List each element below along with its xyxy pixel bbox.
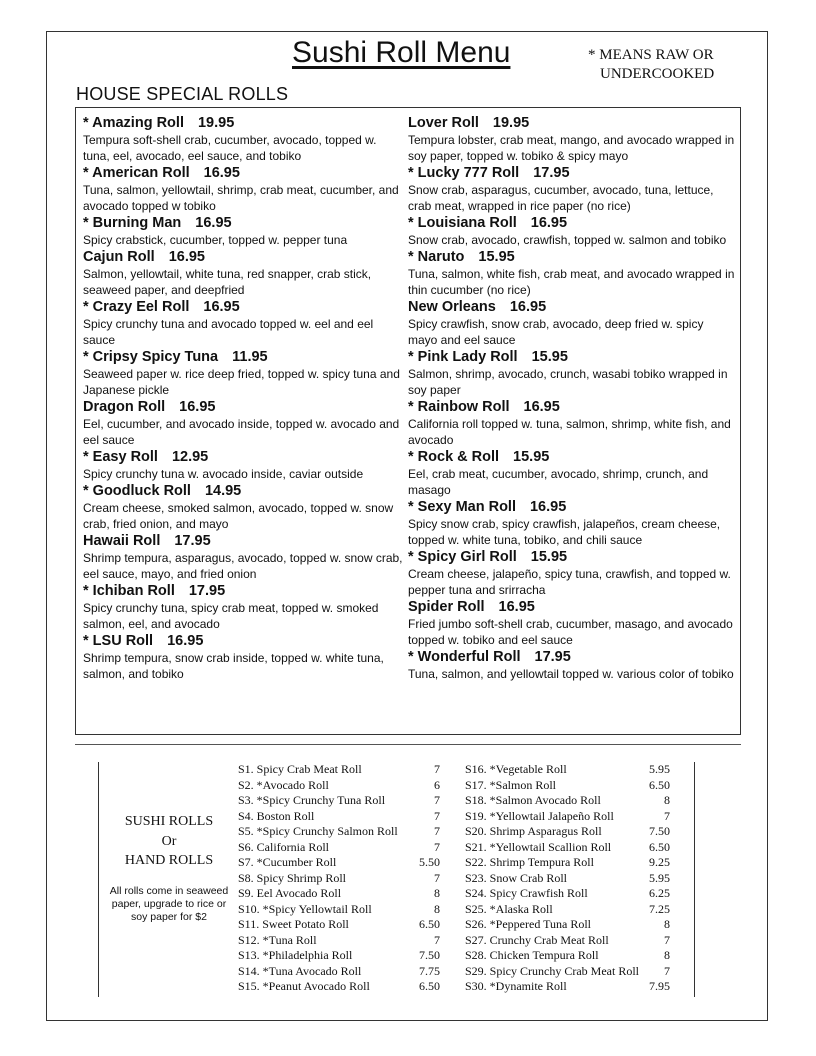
sushi-roll-row — [465, 824, 670, 840]
sushi-roll-list-b — [465, 762, 670, 995]
sushi-roll-price: 8 — [664, 917, 670, 931]
roll-price: 16.95 — [509, 299, 547, 315]
roll-description: Salmon, yellowtail, white tuna, red snapper, crab stick, seaweed paper, and deepfried — [83, 267, 372, 297]
roll-description: Tempura lobster, crab meat, mango, and avocado wrapped in soy paper, topped w. tobiko & spicy mayo — [408, 133, 735, 163]
sushi-roll-row — [238, 809, 440, 825]
sushi-roll-name: S27. Crunchy Crab Meat Roll — [465, 932, 609, 947]
sushi-roll-price: 7.95 — [649, 979, 670, 993]
roll-description: Spicy crunchy tuna w. avocado inside, caviar outside — [83, 467, 364, 481]
roll-price: 17.95 — [174, 533, 211, 549]
roll-price: 16.95 — [203, 299, 240, 315]
roll-description: Spicy crawfish, snow crab, avocado, deep fried w. spicy mayo and eel sauce — [408, 317, 704, 347]
roll-price: 16.95 — [529, 499, 567, 515]
roll-name: New Orleans — [408, 299, 496, 315]
roll-description: Eel, cucumber, and avocado inside, topped w. avocado and eel sauce — [83, 417, 400, 447]
roll-description: Seaweed paper w. rice deep fried, topped w. spicy tuna and Japanese pickle — [83, 367, 400, 397]
roll-price: 17.95 — [534, 649, 571, 665]
roll-heading — [83, 214, 403, 232]
sushi-roll-row — [465, 778, 670, 794]
roll-price: 15.95 — [531, 349, 568, 365]
sushi-roll-row — [465, 809, 670, 825]
sushi-label-line3: HAND ROLLS — [124, 853, 214, 868]
sushi-roll-name: S1. Spicy Crab Meat Roll — [238, 762, 362, 776]
roll-heading — [83, 248, 403, 266]
roll-price: 16.95 — [179, 399, 216, 415]
special-roll-item — [408, 498, 736, 548]
special-roll-item — [408, 248, 736, 298]
roll-price: 19.95 — [492, 115, 530, 131]
roll-description: Spicy snow crab, spicy crawfish, jalapeños, cream cheese, topped w. white tuna, tobiko, and chili sauce — [408, 517, 721, 547]
special-roll-item — [83, 298, 403, 348]
roll-description: Spicy crunchy tuna and avocado topped w. eel and eel sauce — [83, 317, 374, 347]
sushi-roll-row — [238, 871, 440, 887]
sushi-roll-name: S16. *Vegetable Roll — [465, 762, 567, 776]
roll-heading — [83, 298, 403, 316]
sushi-roll-row — [465, 855, 670, 871]
roll-heading — [83, 448, 403, 466]
roll-price: 12.95 — [171, 449, 209, 465]
page-title: Sushi Roll Menu — [292, 36, 511, 69]
special-roll-item — [83, 348, 403, 398]
section-divider — [75, 744, 741, 745]
roll-name: * LSU Roll — [83, 633, 154, 649]
roll-name: * Amazing Roll — [83, 115, 184, 131]
sushi-roll-price: 8 — [434, 886, 440, 900]
roll-description: Spicy crunchy tuna, spicy crab meat, topped w. smoked salmon, eel, and avocado — [83, 601, 379, 631]
roll-price: 16.95 — [530, 215, 568, 231]
roll-name: * American Roll — [83, 165, 190, 181]
sushi-roll-price: 6.50 — [419, 917, 440, 931]
sushi-roll-row — [465, 793, 670, 809]
roll-description: Fried jumbo soft-shell crab, cucumber, masago, and avocado topped w. tobiko and eel sauce — [408, 617, 733, 647]
sushi-roll-price: 8 — [434, 901, 440, 916]
roll-name: * Naruto — [408, 249, 465, 265]
sushi-roll-row — [465, 964, 670, 980]
roll-description: Salmon, shrimp, avocado, crunch, wasabi tobiko wrapped in soy paper — [408, 367, 728, 397]
specials-left-column — [83, 114, 403, 682]
sushi-roll-name: S7. *Cucumber Roll — [238, 855, 337, 869]
sushi-roll-row — [465, 902, 670, 918]
sushi-rolls-label — [104, 812, 234, 871]
sushi-roll-price: 7 — [664, 963, 670, 978]
roll-heading — [408, 448, 736, 466]
special-roll-item — [408, 398, 736, 448]
roll-heading — [408, 548, 736, 566]
sushi-roll-name: S25. *Alaska Roll — [465, 901, 553, 916]
sushi-roll-row — [465, 886, 670, 902]
roll-heading — [408, 114, 736, 132]
roll-name: * Cripsy Spicy Tuna — [83, 349, 219, 365]
sushi-roll-price: 8 — [664, 948, 670, 962]
sushi-roll-price: 7 — [434, 932, 440, 947]
roll-price: 16.95 — [167, 633, 204, 649]
sushi-roll-price: 7.50 — [649, 824, 670, 838]
roll-price: 15.95 — [530, 549, 568, 565]
sushi-roll-row — [465, 917, 670, 933]
roll-price: 16.95 — [203, 165, 240, 181]
sushi-label-line2: Or — [161, 833, 177, 849]
roll-heading — [408, 598, 736, 616]
roll-price: 16.95 — [523, 399, 560, 415]
roll-description: Cream cheese, jalapeño, spicy tuna, crawfish, and topped w. pepper tuna and srirracha — [408, 567, 731, 597]
sushi-roll-name: S20. Shrimp Asparagus Roll — [465, 824, 602, 838]
left-vertical-rule — [98, 762, 99, 997]
special-roll-item — [83, 114, 403, 164]
roll-heading — [83, 114, 403, 132]
sushi-roll-name: S2. *Avocado Roll — [238, 777, 329, 792]
roll-price: 16.95 — [168, 249, 205, 265]
roll-name: Lover Roll — [408, 115, 479, 131]
sushi-roll-row — [238, 979, 440, 995]
sushi-roll-price: 6.50 — [649, 839, 670, 854]
roll-description: Spicy crabstick, cucumber, topped w. pepper tuna — [83, 233, 348, 247]
sushi-roll-name: S13. *Philadelphia Roll — [238, 948, 353, 962]
sushi-roll-row — [465, 948, 670, 964]
roll-name: * Wonderful Roll — [408, 649, 521, 665]
roll-heading — [408, 648, 736, 666]
roll-description: Snow crab, avocado, crawfish, topped w. salmon and tobiko — [408, 233, 727, 247]
sushi-roll-price: 7 — [434, 870, 440, 885]
roll-price: 11.95 — [232, 349, 268, 365]
special-roll-item — [83, 214, 403, 248]
sushi-roll-row — [238, 778, 440, 794]
sushi-roll-row — [238, 855, 440, 871]
sushi-roll-name: S6. California Roll — [238, 839, 329, 854]
sushi-roll-price: 7.25 — [649, 901, 670, 916]
roll-name: Hawaii Roll — [83, 533, 161, 549]
sushi-roll-price: 7.75 — [419, 963, 440, 978]
special-roll-item — [408, 164, 736, 214]
roll-description: Cream cheese, smoked salmon, avocado, topped w. snow crab, fried onion, and mayo — [83, 501, 394, 531]
roll-heading — [408, 348, 736, 366]
roll-description: Snow crab, asparagus, cucumber, avocado, tuna, lettuce, crab meat, wrapped in rice paper (no rice) — [408, 183, 714, 213]
sushi-roll-price: 7 — [434, 824, 440, 838]
roll-name: * Rock & Roll — [408, 449, 500, 465]
house-specials-box — [75, 107, 741, 735]
sushi-roll-name: S17. *Salmon Roll — [465, 777, 557, 792]
sushi-roll-price: 7 — [434, 793, 440, 807]
sushi-roll-name: S10. *Spicy Yellowtail Roll — [238, 901, 372, 916]
roll-heading — [83, 582, 403, 600]
sushi-roll-name: S23. Snow Crab Roll — [465, 870, 568, 885]
sushi-roll-price: 6 — [434, 777, 440, 792]
sushi-roll-name: S26. *Peppered Tuna Roll — [465, 917, 592, 931]
sushi-roll-row — [238, 917, 440, 933]
right-vertical-rule — [694, 762, 695, 997]
special-roll-item — [408, 548, 736, 598]
roll-price: 15.95 — [513, 449, 550, 465]
roll-name: * Goodluck Roll — [83, 483, 191, 499]
roll-name: Spider Roll — [408, 599, 485, 615]
roll-description: California roll topped w. tuna, salmon, shrimp, white fish, and avocado — [408, 417, 731, 447]
roll-heading — [408, 248, 736, 266]
roll-price: 19.95 — [197, 115, 235, 131]
sushi-roll-name: S24. Spicy Crawfish Roll — [465, 886, 588, 900]
roll-description: Tuna, salmon, yellowtail, shrimp, crab meat, cucumber, and avocado topped w tobiko — [83, 183, 399, 213]
roll-price: 17.95 — [533, 165, 570, 181]
sushi-roll-row — [238, 948, 440, 964]
roll-price: 14.95 — [204, 483, 242, 499]
specials-right-column — [408, 114, 736, 682]
sushi-roll-price: 6.50 — [649, 777, 670, 792]
special-roll-item — [408, 448, 736, 498]
sushi-roll-row — [465, 933, 670, 949]
roll-name: Cajun Roll — [83, 249, 155, 265]
special-roll-item — [408, 114, 736, 164]
roll-name: * Ichiban Roll — [83, 583, 175, 599]
roll-name: * Easy Roll — [83, 449, 158, 465]
roll-heading — [408, 498, 736, 516]
sushi-roll-name: S28. Chicken Tempura Roll — [465, 948, 599, 962]
sushi-roll-name: S15. *Peanut Avocado Roll — [238, 979, 370, 993]
sushi-roll-price: 5.50 — [419, 855, 440, 869]
sushi-roll-price: 7 — [434, 762, 440, 776]
house-special-heading: HOUSE SPECIAL ROLLS — [76, 84, 289, 104]
special-roll-item — [83, 398, 403, 448]
special-roll-item — [83, 164, 403, 214]
sushi-roll-name: S30. *Dynamite Roll — [465, 979, 567, 993]
sushi-roll-name: S14. *Tuna Avocado Roll — [238, 963, 362, 978]
special-roll-item — [408, 598, 736, 648]
sushi-roll-name: S18. *Salmon Avocado Roll — [465, 793, 601, 807]
special-roll-item — [83, 532, 403, 582]
sushi-roll-price: 8 — [664, 793, 670, 807]
special-roll-item — [408, 214, 736, 248]
special-roll-item — [83, 632, 403, 682]
sushi-roll-row — [238, 762, 440, 778]
roll-heading — [83, 398, 403, 416]
sushi-roll-row — [465, 762, 670, 778]
sushi-roll-row — [238, 933, 440, 949]
roll-description: Eel, crab meat, cucumber, avocado, shrimp, crunch, and masago — [408, 467, 709, 497]
sushi-roll-row — [465, 871, 670, 887]
sushi-roll-name: S8. Spicy Shrimp Roll — [238, 870, 347, 885]
sushi-roll-row — [238, 886, 440, 902]
roll-heading — [83, 164, 403, 182]
sushi-roll-row — [238, 840, 440, 856]
sushi-roll-name: S9. Eel Avocado Roll — [238, 886, 342, 900]
sushi-roll-row — [238, 902, 440, 918]
sushi-roll-price: 7.50 — [419, 948, 440, 962]
special-roll-item — [408, 298, 736, 348]
roll-heading — [83, 532, 403, 550]
sushi-roll-row — [238, 793, 440, 809]
roll-price: 16.95 — [498, 599, 535, 615]
sushi-roll-name: S22. Shrimp Tempura Roll — [465, 855, 594, 869]
roll-name: * Pink Lady Roll — [408, 349, 518, 365]
roll-heading — [408, 398, 736, 416]
special-roll-item — [83, 448, 403, 482]
roll-heading — [83, 482, 403, 500]
sushi-roll-price: 9.25 — [649, 855, 670, 869]
roll-heading — [83, 632, 403, 650]
special-roll-item — [408, 348, 736, 398]
sushi-roll-price: 6.25 — [649, 886, 670, 900]
sushi-label-line1: SUSHI ROLLS — [124, 814, 214, 829]
sushi-roll-row — [465, 979, 670, 995]
roll-name: * Rainbow Roll — [408, 399, 510, 415]
sushi-roll-row — [465, 840, 670, 856]
roll-heading — [83, 348, 403, 366]
raw-note — [588, 46, 748, 84]
roll-name: * Crazy Eel Roll — [83, 299, 190, 315]
sushi-roll-name: S4. Boston Roll — [238, 808, 315, 823]
special-roll-item — [83, 582, 403, 632]
raw-note-line2: UNDERCOOKED — [600, 66, 715, 82]
roll-name: * Lucky 777 Roll — [408, 165, 520, 181]
roll-description: Tuna, salmon, and yellowtail topped w. various color of tobiko — [408, 667, 734, 681]
sushi-roll-name: S11. Sweet Potato Roll — [238, 917, 349, 931]
roll-name: * Spicy Girl Roll — [408, 549, 517, 565]
roll-description: Tuna, salmon, white fish, crab meat, and avocado wrapped in thin cucumber (no rice) — [408, 267, 735, 297]
sushi-roll-price: 7 — [434, 808, 440, 823]
sushi-roll-name: S29. Spicy Crunchy Crab Meat Roll — [465, 963, 639, 978]
sushi-roll-name: S3. *Spicy Crunchy Tuna Roll — [238, 793, 386, 807]
sushi-roll-price: 5.95 — [649, 762, 670, 776]
sushi-roll-price: 7 — [434, 839, 440, 854]
roll-description: Shrimp tempura, snow crab inside, topped w. white tuna, salmon, and tobiko — [83, 651, 384, 681]
special-roll-item — [83, 482, 403, 532]
sushi-roll-price: 7 — [664, 808, 670, 823]
roll-price: 17.95 — [188, 583, 226, 599]
sushi-roll-name: S5. *Spicy Crunchy Salmon Roll — [238, 824, 398, 838]
sushi-roll-name: S12. *Tuna Roll — [238, 932, 317, 947]
special-roll-item — [83, 248, 403, 298]
roll-name: * Louisiana Roll — [408, 215, 517, 231]
sushi-roll-price: 6.50 — [419, 979, 440, 993]
roll-heading — [408, 214, 736, 232]
sushi-roll-list-a — [238, 762, 440, 995]
roll-description: Tempura soft-shell crab, cucumber, avocado, topped w. tuna, eel, avocado, eel sauce, and tobiko — [83, 133, 377, 163]
sushi-roll-price: 5.95 — [649, 870, 670, 885]
raw-note-line1: * MEANS RAW OR — [588, 47, 714, 63]
roll-heading — [408, 164, 736, 182]
roll-description: Shrimp tempura, asparagus, avocado, topped w. snow crab, eel sauce, mayo, and fried onion — [83, 551, 403, 581]
sushi-roll-name: S19. *Yellowtail Jalapeño Roll — [465, 808, 614, 823]
roll-price: 16.95 — [195, 215, 232, 231]
sushi-roll-row — [238, 964, 440, 980]
sushi-roll-name: S21. *Yellowtail Scallion Roll — [465, 839, 612, 854]
roll-name: * Burning Man — [83, 215, 182, 231]
roll-heading — [408, 298, 736, 316]
sushi-roll-price: 7 — [664, 932, 670, 947]
roll-name: Dragon Roll — [83, 399, 166, 415]
sushi-roll-row — [238, 824, 440, 840]
paper-upgrade-note: All rolls come in seaweed paper, upgrade to rice or soy paper for $2 — [109, 885, 229, 923]
roll-name: * Sexy Man Roll — [408, 499, 516, 515]
roll-price: 15.95 — [478, 249, 515, 265]
special-roll-item — [408, 648, 736, 682]
